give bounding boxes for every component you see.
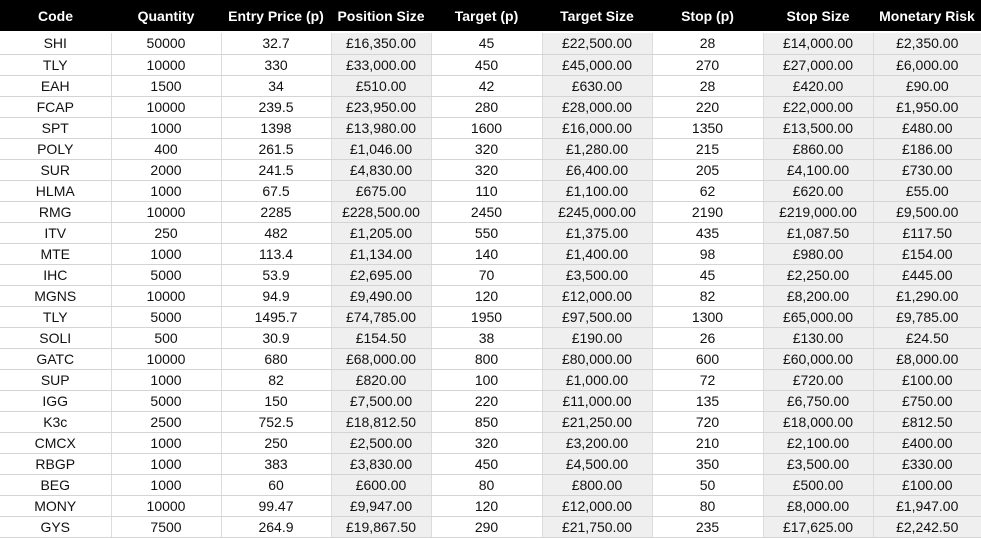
cell-target-p: 1950 xyxy=(431,306,542,327)
table-row xyxy=(0,516,981,537)
cell-target-size: £190.00 xyxy=(542,327,652,348)
table-row xyxy=(0,327,981,348)
cell-stop-p: 215 xyxy=(652,138,763,159)
cell-quantity: 10000 xyxy=(111,201,221,222)
cell-target-p: 120 xyxy=(431,285,542,306)
cell-entry-price-p: 383 xyxy=(221,453,331,474)
cell-entry-price-p: 1495.7 xyxy=(221,306,331,327)
cell-stop-size: £420.00 xyxy=(763,75,873,96)
cell-target-size: £1,000.00 xyxy=(542,369,652,390)
cell-monetary-risk: £117.50 xyxy=(873,222,981,243)
cell-target-p: 220 xyxy=(431,390,542,411)
cell-code: EAH xyxy=(0,75,111,96)
cell-position-size: £228,500.00 xyxy=(331,201,431,222)
cell-code: POLY xyxy=(0,138,111,159)
cell-entry-price-p: 2285 xyxy=(221,201,331,222)
cell-target-size: £1,400.00 xyxy=(542,243,652,264)
cell-code: GYS xyxy=(0,516,111,537)
cell-target-size: £630.00 xyxy=(542,75,652,96)
cell-position-size: £1,046.00 xyxy=(331,138,431,159)
cell-stop-p: 205 xyxy=(652,159,763,180)
cell-monetary-risk: £100.00 xyxy=(873,474,981,495)
cell-monetary-risk: £812.50 xyxy=(873,411,981,432)
cell-monetary-risk: £330.00 xyxy=(873,453,981,474)
cell-quantity: 10000 xyxy=(111,54,221,75)
cell-stop-size: £130.00 xyxy=(763,327,873,348)
cell-position-size: £74,785.00 xyxy=(331,306,431,327)
cell-target-size: £4,500.00 xyxy=(542,453,652,474)
cell-monetary-risk: £730.00 xyxy=(873,159,981,180)
cell-monetary-risk: £8,000.00 xyxy=(873,348,981,369)
cell-stop-size: £14,000.00 xyxy=(763,33,873,54)
cell-stop-p: 98 xyxy=(652,243,763,264)
cell-monetary-risk: £24.50 xyxy=(873,327,981,348)
cell-stop-size: £65,000.00 xyxy=(763,306,873,327)
cell-target-size: £45,000.00 xyxy=(542,54,652,75)
cell-entry-price-p: 264.9 xyxy=(221,516,331,537)
cell-target-size: £11,000.00 xyxy=(542,390,652,411)
cell-target-p: 450 xyxy=(431,54,542,75)
table-row xyxy=(0,117,981,138)
cell-target-p: 70 xyxy=(431,264,542,285)
cell-code: SUP xyxy=(0,369,111,390)
cell-code: IGG xyxy=(0,390,111,411)
table-row xyxy=(0,390,981,411)
cell-entry-price-p: 330 xyxy=(221,54,331,75)
table-row xyxy=(0,474,981,495)
cell-entry-price-p: 150 xyxy=(221,390,331,411)
cell-monetary-risk: £400.00 xyxy=(873,432,981,453)
cell-stop-p: 1350 xyxy=(652,117,763,138)
cell-position-size: £600.00 xyxy=(331,474,431,495)
cell-target-p: 850 xyxy=(431,411,542,432)
cell-quantity: 10000 xyxy=(111,96,221,117)
cell-monetary-risk: £1,947.00 xyxy=(873,495,981,516)
cell-stop-size: £27,000.00 xyxy=(763,54,873,75)
cell-quantity: 10000 xyxy=(111,495,221,516)
cell-stop-size: £8,200.00 xyxy=(763,285,873,306)
cell-stop-p: 1300 xyxy=(652,306,763,327)
cell-entry-price-p: 53.9 xyxy=(221,264,331,285)
cell-target-size: £22,500.00 xyxy=(542,33,652,54)
cell-entry-price-p: 32.7 xyxy=(221,33,331,54)
cell-quantity: 400 xyxy=(111,138,221,159)
cell-stop-p: 45 xyxy=(652,264,763,285)
cell-target-p: 45 xyxy=(431,33,542,54)
cell-target-size: £21,250.00 xyxy=(542,411,652,432)
column-header-code: Code xyxy=(38,7,73,24)
column-header-stop-size: Stop Size xyxy=(786,7,850,24)
cell-target-size: £28,000.00 xyxy=(542,96,652,117)
cell-position-size: £33,000.00 xyxy=(331,54,431,75)
table-row xyxy=(0,180,981,201)
cell-position-size: £820.00 xyxy=(331,369,431,390)
cell-stop-size: £620.00 xyxy=(763,180,873,201)
cell-target-p: 120 xyxy=(431,495,542,516)
cell-monetary-risk: £90.00 xyxy=(873,75,981,96)
cell-monetary-risk: £154.00 xyxy=(873,243,981,264)
cell-position-size: £68,000.00 xyxy=(331,348,431,369)
cell-position-size: £13,980.00 xyxy=(331,117,431,138)
cell-position-size: £1,134.00 xyxy=(331,243,431,264)
cell-monetary-risk: £9,785.00 xyxy=(873,306,981,327)
table-row xyxy=(0,264,981,285)
cell-target-p: 800 xyxy=(431,348,542,369)
cell-target-p: 320 xyxy=(431,432,542,453)
cell-target-size: £12,000.00 xyxy=(542,495,652,516)
cell-code: SUR xyxy=(0,159,111,180)
table-row xyxy=(0,285,981,306)
header-row xyxy=(0,0,981,31)
cell-position-size: £7,500.00 xyxy=(331,390,431,411)
cell-position-size: £3,830.00 xyxy=(331,453,431,474)
cell-target-size: £16,000.00 xyxy=(542,117,652,138)
cell-stop-p: 270 xyxy=(652,54,763,75)
cell-monetary-risk: £2,242.50 xyxy=(873,516,981,537)
cell-stop-p: 62 xyxy=(652,180,763,201)
cell-position-size: £19,867.50 xyxy=(331,516,431,537)
cell-stop-size: £500.00 xyxy=(763,474,873,495)
table-body xyxy=(0,31,981,537)
column-header-target-size: Target Size xyxy=(560,7,634,24)
cell-code: CMCX xyxy=(0,432,111,453)
cell-code: TLY xyxy=(0,54,111,75)
cell-code: IHC xyxy=(0,264,111,285)
cell-target-p: 290 xyxy=(431,516,542,537)
cell-stop-size: £8,000.00 xyxy=(763,495,873,516)
cell-target-p: 110 xyxy=(431,180,542,201)
cell-entry-price-p: 250 xyxy=(221,432,331,453)
cell-position-size: £9,490.00 xyxy=(331,285,431,306)
cell-code: SOLI xyxy=(0,327,111,348)
cell-position-size: £16,350.00 xyxy=(331,33,431,54)
cell-monetary-risk: £445.00 xyxy=(873,264,981,285)
cell-entry-price-p: 60 xyxy=(221,474,331,495)
table-row xyxy=(0,159,981,180)
cell-target-p: 80 xyxy=(431,474,542,495)
cell-target-p: 42 xyxy=(431,75,542,96)
cell-stop-size: £3,500.00 xyxy=(763,453,873,474)
cell-entry-price-p: 241.5 xyxy=(221,159,331,180)
cell-entry-price-p: 680 xyxy=(221,348,331,369)
column-header-target-p: Target (p) xyxy=(454,7,519,24)
table-row xyxy=(0,75,981,96)
cell-entry-price-p: 752.5 xyxy=(221,411,331,432)
cell-entry-price-p: 1398 xyxy=(221,117,331,138)
cell-target-p: 140 xyxy=(431,243,542,264)
cell-quantity: 5000 xyxy=(111,264,221,285)
cell-target-p: 320 xyxy=(431,138,542,159)
cell-stop-p: 72 xyxy=(652,369,763,390)
cell-stop-size: £720.00 xyxy=(763,369,873,390)
cell-stop-p: 82 xyxy=(652,285,763,306)
cell-monetary-risk: £9,500.00 xyxy=(873,201,981,222)
cell-entry-price-p: 34 xyxy=(221,75,331,96)
cell-position-size: £18,812.50 xyxy=(331,411,431,432)
cell-position-size: £4,830.00 xyxy=(331,159,431,180)
cell-code: SPT xyxy=(0,117,111,138)
cell-code: MONY xyxy=(0,495,111,516)
cell-quantity: 1000 xyxy=(111,453,221,474)
cell-stop-p: 135 xyxy=(652,390,763,411)
cell-quantity: 10000 xyxy=(111,348,221,369)
cell-quantity: 500 xyxy=(111,327,221,348)
table-row xyxy=(0,33,981,54)
cell-stop-p: 210 xyxy=(652,432,763,453)
cell-stop-p: 600 xyxy=(652,348,763,369)
cell-monetary-risk: £750.00 xyxy=(873,390,981,411)
cell-code: RMG xyxy=(0,201,111,222)
cell-position-size: £510.00 xyxy=(331,75,431,96)
cell-target-size: £1,280.00 xyxy=(542,138,652,159)
cell-code: RBGP xyxy=(0,453,111,474)
cell-monetary-risk: £2,350.00 xyxy=(873,33,981,54)
cell-quantity: 1000 xyxy=(111,432,221,453)
cell-monetary-risk: £100.00 xyxy=(873,369,981,390)
table-row xyxy=(0,243,981,264)
cell-stop-p: 28 xyxy=(652,33,763,54)
table-row xyxy=(0,201,981,222)
cell-stop-size: £4,100.00 xyxy=(763,159,873,180)
cell-monetary-risk: £186.00 xyxy=(873,138,981,159)
table-row xyxy=(0,348,981,369)
cell-target-size: £245,000.00 xyxy=(542,201,652,222)
cell-monetary-risk: £480.00 xyxy=(873,117,981,138)
cell-stop-size: £980.00 xyxy=(763,243,873,264)
table-row xyxy=(0,96,981,117)
cell-monetary-risk: £55.00 xyxy=(873,180,981,201)
cell-stop-size: £6,750.00 xyxy=(763,390,873,411)
cell-quantity: 250 xyxy=(111,222,221,243)
table-row xyxy=(0,369,981,390)
cell-code: MGNS xyxy=(0,285,111,306)
table-row xyxy=(0,411,981,432)
table-row xyxy=(0,138,981,159)
cell-target-size: £3,500.00 xyxy=(542,264,652,285)
cell-code: HLMA xyxy=(0,180,111,201)
cell-monetary-risk: £1,290.00 xyxy=(873,285,981,306)
table-row xyxy=(0,453,981,474)
cell-position-size: £675.00 xyxy=(331,180,431,201)
cell-code: GATC xyxy=(0,348,111,369)
cell-quantity: 1000 xyxy=(111,117,221,138)
cell-entry-price-p: 99.47 xyxy=(221,495,331,516)
cell-code: TLY xyxy=(0,306,111,327)
cell-quantity: 1500 xyxy=(111,75,221,96)
cell-quantity: 2000 xyxy=(111,159,221,180)
cell-stop-p: 235 xyxy=(652,516,763,537)
cell-target-size: £6,400.00 xyxy=(542,159,652,180)
cell-quantity: 2500 xyxy=(111,411,221,432)
table-row xyxy=(0,306,981,327)
column-header-quantity: Quantity xyxy=(137,7,195,24)
cell-code: SHI xyxy=(0,33,111,54)
cell-position-size: £154.50 xyxy=(331,327,431,348)
cell-stop-size: £22,000.00 xyxy=(763,96,873,117)
cell-entry-price-p: 94.9 xyxy=(221,285,331,306)
cell-quantity: 1000 xyxy=(111,180,221,201)
column-header-monetary-risk: Monetary Risk xyxy=(879,7,975,24)
column-header-entry-price-p: Entry Price (p) xyxy=(228,7,324,24)
cell-quantity: 1000 xyxy=(111,369,221,390)
cell-stop-p: 26 xyxy=(652,327,763,348)
cell-target-size: £21,750.00 xyxy=(542,516,652,537)
cell-monetary-risk: £1,950.00 xyxy=(873,96,981,117)
cell-stop-p: 220 xyxy=(652,96,763,117)
cell-stop-size: £2,250.00 xyxy=(763,264,873,285)
cell-stop-size: £219,000.00 xyxy=(763,201,873,222)
cell-entry-price-p: 482 xyxy=(221,222,331,243)
cell-quantity: 1000 xyxy=(111,474,221,495)
cell-position-size: £23,950.00 xyxy=(331,96,431,117)
cell-target-p: 280 xyxy=(431,96,542,117)
table-row xyxy=(0,495,981,516)
cell-entry-price-p: 67.5 xyxy=(221,180,331,201)
cell-stop-p: 720 xyxy=(652,411,763,432)
cell-target-size: £3,200.00 xyxy=(542,432,652,453)
cell-target-size: £1,375.00 xyxy=(542,222,652,243)
cell-quantity: 1000 xyxy=(111,243,221,264)
cell-stop-p: 28 xyxy=(652,75,763,96)
cell-target-p: 550 xyxy=(431,222,542,243)
cell-stop-size: £13,500.00 xyxy=(763,117,873,138)
cell-position-size: £9,947.00 xyxy=(331,495,431,516)
cell-code: BEG xyxy=(0,474,111,495)
cell-quantity: 7500 xyxy=(111,516,221,537)
cell-target-p: 320 xyxy=(431,159,542,180)
cell-quantity: 5000 xyxy=(111,306,221,327)
cell-entry-price-p: 30.9 xyxy=(221,327,331,348)
cell-target-p: 2450 xyxy=(431,201,542,222)
cell-entry-price-p: 113.4 xyxy=(221,243,331,264)
cell-target-size: £800.00 xyxy=(542,474,652,495)
column-header-position-size: Position Size xyxy=(337,7,425,24)
cell-stop-size: £17,625.00 xyxy=(763,516,873,537)
cell-target-size: £97,500.00 xyxy=(542,306,652,327)
table-row xyxy=(0,54,981,75)
cell-code: FCAP xyxy=(0,96,111,117)
cell-code: K3c xyxy=(0,411,111,432)
cell-position-size: £2,500.00 xyxy=(331,432,431,453)
column-header-stop-p: Stop (p) xyxy=(681,7,734,24)
cell-target-p: 450 xyxy=(431,453,542,474)
cell-quantity: 10000 xyxy=(111,285,221,306)
cell-stop-size: £860.00 xyxy=(763,138,873,159)
cell-code: ITV xyxy=(0,222,111,243)
cell-quantity: 5000 xyxy=(111,390,221,411)
cell-stop-p: 350 xyxy=(652,453,763,474)
cell-target-size: £80,000.00 xyxy=(542,348,652,369)
cell-stop-p: 435 xyxy=(652,222,763,243)
cell-entry-price-p: 82 xyxy=(221,369,331,390)
cell-stop-size: £2,100.00 xyxy=(763,432,873,453)
cell-stop-p: 2190 xyxy=(652,201,763,222)
cell-quantity: 50000 xyxy=(111,33,221,54)
cell-position-size: £2,695.00 xyxy=(331,264,431,285)
cell-target-size: £12,000.00 xyxy=(542,285,652,306)
cell-monetary-risk: £6,000.00 xyxy=(873,54,981,75)
table-row xyxy=(0,432,981,453)
cell-target-p: 38 xyxy=(431,327,542,348)
cell-stop-p: 50 xyxy=(652,474,763,495)
cell-code: MTE xyxy=(0,243,111,264)
cell-entry-price-p: 261.5 xyxy=(221,138,331,159)
cell-stop-size: £18,000.00 xyxy=(763,411,873,432)
cell-target-p: 100 xyxy=(431,369,542,390)
cell-entry-price-p: 239.5 xyxy=(221,96,331,117)
cell-position-size: £1,205.00 xyxy=(331,222,431,243)
cell-stop-p: 80 xyxy=(652,495,763,516)
cell-stop-size: £1,087.50 xyxy=(763,222,873,243)
cell-target-size: £1,100.00 xyxy=(542,180,652,201)
cell-target-p: 1600 xyxy=(431,117,542,138)
table-row xyxy=(0,222,981,243)
cell-stop-size: £60,000.00 xyxy=(763,348,873,369)
